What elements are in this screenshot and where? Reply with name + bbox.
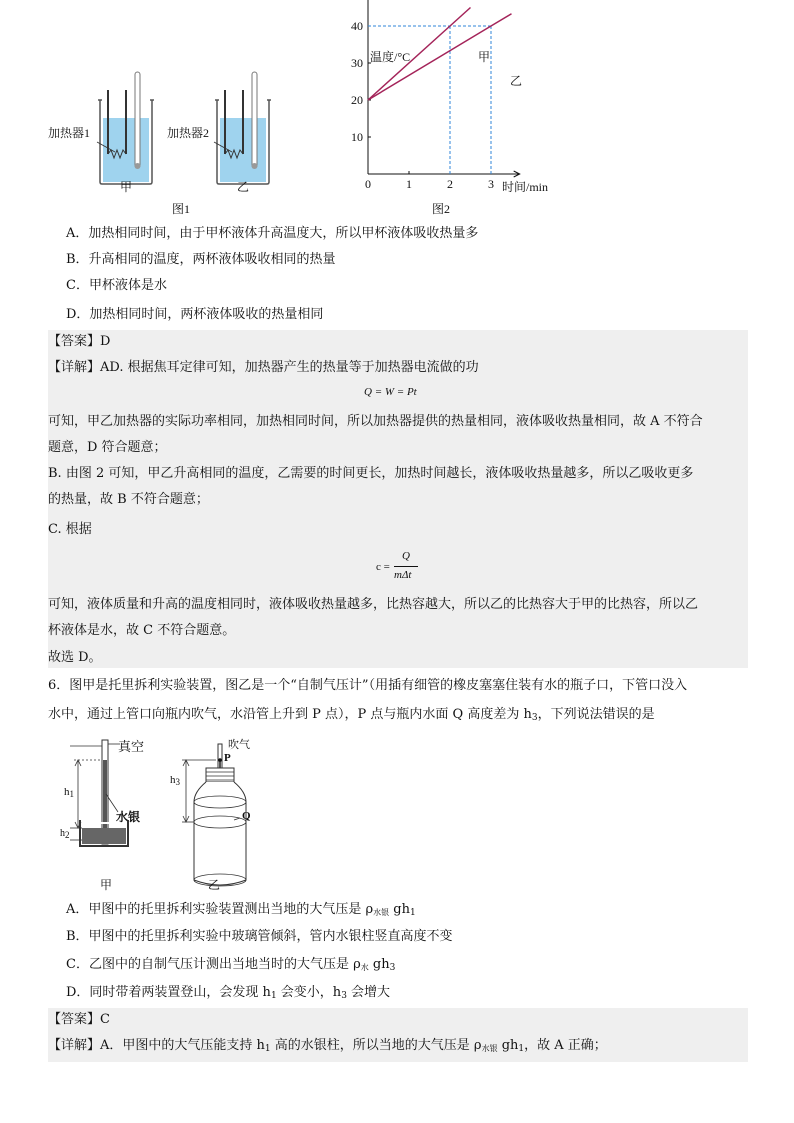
figure-1-caption: 图1 [172, 202, 191, 216]
q5-detail-4: B. 由图 2 可知，甲乙升高相同的温度，乙需要的时间更长，加热时间越长，液体吸收热量越多，所以乙吸收更多 [48, 466, 694, 481]
h2-label [60, 828, 70, 839]
point-p-label: P [224, 752, 231, 764]
h3-sub: 3 [175, 777, 180, 787]
q6-option-d-text3: 会增大 [346, 985, 391, 1000]
q6-detail-sub3: 1 [518, 1044, 525, 1054]
figure-2 [340, 19, 580, 220]
q5-detail-7: 可知，液体质量和升高的温度相同时，液体吸收热量越多，比热容越大，所以乙的比热容大于甲的比热容，所以乙 [48, 597, 699, 612]
y-tick-label: 40 [351, 19, 363, 33]
q5-option-c: C．甲杯液体是水 [66, 278, 167, 293]
heater-2-label: 加热器2 [167, 126, 210, 140]
q6-detail-sub1: 1 [264, 1044, 271, 1054]
q6-detail-text2: 高的水银柱，所以当地的大气压是 ρ [270, 1038, 482, 1053]
series-a-label: 甲 [478, 50, 491, 64]
q6-option-b: B．甲图中的托里拆利实验中玻璃管倾斜，管内水银柱竖直高度不变 [66, 929, 453, 944]
q5-detail-6: C. 根据 [48, 522, 92, 537]
q5-option-b: B．升高相同的温度，两杯液体吸收相同的热量 [66, 252, 336, 267]
q6-option-c-text: C．乙图中的自制气压计测出当地当时的大气压是 ρ [66, 957, 361, 972]
q6-stem-2-sub: 3 [531, 713, 538, 723]
q6-option-a-sub: 水银 [373, 908, 390, 917]
q5-answer: 【答案】D [48, 334, 111, 349]
q6-option-a-sub2: 1 [410, 908, 416, 918]
beaker-a-label: 甲 [120, 180, 133, 194]
torricelli-apparatus [70, 740, 128, 846]
figure-6-caption-a: 甲 [100, 878, 113, 892]
q6-detail-sub2: 水银 [481, 1044, 498, 1053]
q6-option-d-sub2: 3 [341, 991, 347, 1001]
x-tick-label: 0 [365, 177, 371, 191]
q6-option-a-text: A．甲图中的托里拆利实验装置测出当地的大气压是 ρ [66, 902, 374, 917]
y-tick-label: 10 [351, 130, 363, 144]
q6-option-d-sub1: 1 [270, 991, 277, 1001]
formula-2-numerator: Q [402, 550, 410, 562]
formula-2-lhs: c = [376, 561, 390, 573]
h1-sub: 1 [69, 789, 74, 799]
q6-stem-2-text: 水中，通过上管口向瓶内吹气，水沿管上升到 P 点），P 点与瓶内水面 Q 高度差为 h [48, 707, 532, 722]
q5-option-a: A．加热相同时间，由于甲杯液体升高温度大，所以甲杯液体吸收热量多 [66, 226, 479, 241]
q6-detail-text1: 【详解】A．甲图中的大气压能支持 h [48, 1038, 265, 1053]
q6-option-c [66, 955, 395, 975]
q5-detail-3: 题意，D 符合题意； [48, 440, 167, 455]
q5-formula-2 [376, 550, 436, 586]
beaker-b [214, 72, 271, 184]
h2-text: h [60, 828, 65, 839]
figure-6 [56, 736, 276, 896]
y-tick-label: 30 [351, 56, 363, 70]
beaker-a [97, 72, 154, 184]
blow-label: 吹气 [228, 739, 250, 751]
heater-1-label: 加热器1 [48, 126, 91, 140]
y-tick-label: 20 [351, 93, 363, 107]
q5-detail-8: 杯液体是水，故 C 不符合题意。 [48, 623, 236, 638]
x-tick-label: 2 [447, 177, 453, 191]
q6-option-c-sub2: 3 [389, 963, 396, 973]
q6-option-c-text2: gh [368, 957, 390, 972]
figure-6-caption-b: 乙 [208, 878, 221, 892]
q5-formula-1: Q = W = Pt [364, 386, 417, 398]
figure-2-caption: 图2 [432, 202, 451, 216]
q6-option-d [66, 983, 390, 1003]
formula-2-denominator: mΔt [394, 569, 412, 581]
chart-ylabel: 温度/°C [370, 50, 411, 64]
q6-answer: 【答案】C [48, 1012, 110, 1027]
x-tick-label: 3 [488, 177, 494, 191]
q5-detail-9: 故选 D。 [48, 650, 102, 665]
q5-detail-5: 的热量，故 B 不符合题意； [48, 492, 209, 507]
q6-option-a-text2: gh [389, 902, 410, 917]
q5-option-d: D．加热相同时间，两杯液体吸收的热量相同 [66, 307, 324, 322]
q6-option-c-sub: 水 [360, 963, 369, 972]
q5-detail-2: 可知，甲乙加热器的实际功率相同，加热相同时间，所以加热器提供的热量相同，液体吸收热量相同，故 A 不符合 [48, 414, 703, 429]
h3-text: h [170, 774, 176, 786]
h3-label [170, 774, 180, 786]
barometer-apparatus [182, 744, 246, 886]
series-b-label: 乙 [510, 74, 523, 88]
q6-stem-2 [48, 705, 655, 725]
q6-option-a [66, 900, 416, 920]
h1-label [64, 786, 74, 798]
q6-stem-2-tail: ，下列说法错误的是 [537, 707, 655, 722]
h2-sub: 2 [65, 830, 70, 840]
q6-stem-1: 6．图甲是托里拆利实验装置，图乙是一个“自制气压计”（用插有细管的橡皮塞塞住装有水的瓶子口，下管口没入 [48, 678, 688, 693]
x-tick-label: 1 [406, 177, 412, 191]
q5-detail-1: 【详解】AD. 根据焦耳定律可知，加热器产生的热量等于加热器电流做的功 [48, 360, 479, 375]
q6-option-d-text2: 会变小，h [276, 985, 342, 1000]
formula-2-fraction-bar [394, 566, 418, 567]
chart-xlabel: 时间/min [502, 180, 549, 194]
h1-text: h [64, 786, 70, 798]
vacuum-label: 真空 [118, 739, 145, 754]
beaker-b-label: 乙 [237, 180, 250, 194]
mercury-label: 水银 [116, 810, 141, 824]
q6-detail [48, 1036, 607, 1056]
figure-1 [40, 60, 280, 220]
q6-option-d-text: D．同时带着两装置登山，会发现 h [66, 985, 271, 1000]
q6-detail-text3: gh [497, 1038, 519, 1053]
point-q-label: Q [242, 810, 251, 822]
q6-detail-text4: ，故 A 正确； [524, 1038, 607, 1053]
